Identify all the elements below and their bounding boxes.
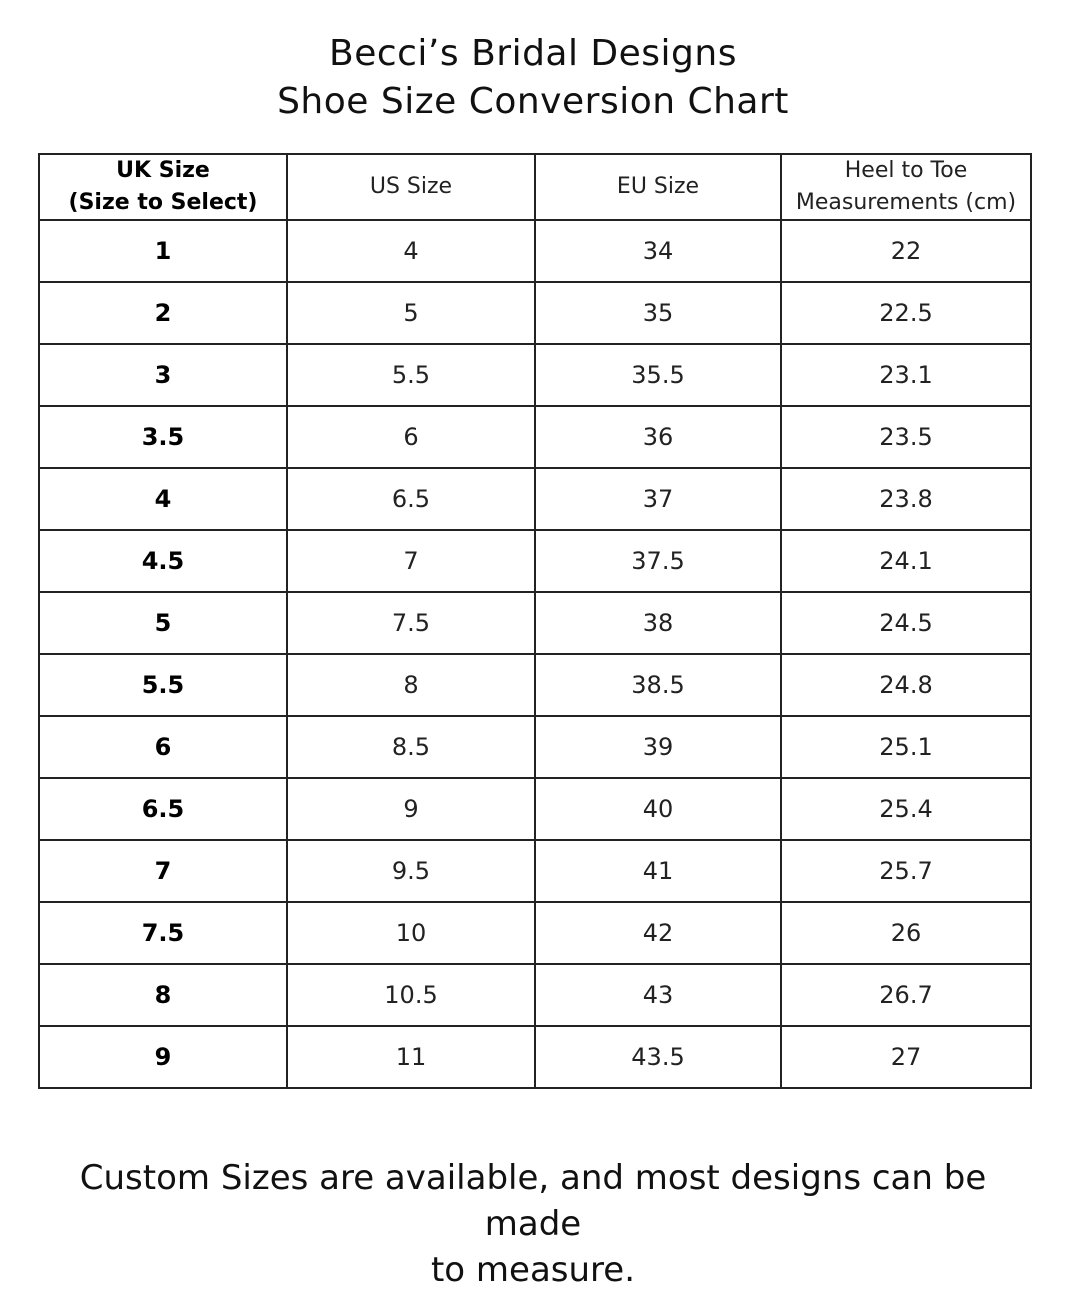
cell-us: 6 — [287, 406, 535, 468]
cell-us: 6.5 — [287, 468, 535, 530]
cell-cm: 23.1 — [781, 344, 1031, 406]
cell-uk: 8 — [39, 964, 287, 1026]
cell-us: 11 — [287, 1026, 535, 1088]
cell-cm: 27 — [781, 1026, 1031, 1088]
custom-sizes-note — [40, 1155, 1026, 1293]
header-uk-size-line1: UK Size — [116, 158, 210, 183]
cell-uk: 7.5 — [39, 902, 287, 964]
header-heel-to-toe — [781, 154, 1031, 220]
header-uk-size-line2: (Size to Select) — [68, 190, 258, 215]
header-heel-line1: Heel to Toe — [844, 158, 968, 183]
cell-uk: 3 — [39, 344, 287, 406]
cell-eu: 38.5 — [535, 654, 781, 716]
cell-uk: 2 — [39, 282, 287, 344]
cell-eu: 43 — [535, 964, 781, 1026]
table-row — [39, 220, 1031, 282]
table-row — [39, 902, 1031, 964]
cell-eu: 40 — [535, 778, 781, 840]
cell-uk: 7 — [39, 840, 287, 902]
chart-name: Shoe Size Conversion Chart — [277, 81, 789, 122]
cell-cm: 26.7 — [781, 964, 1031, 1026]
custom-sizes-note-line1: Custom Sizes are available, and most designs can be made — [79, 1158, 987, 1244]
table-header-row — [39, 154, 1031, 220]
table-row — [39, 778, 1031, 840]
cell-cm: 26 — [781, 902, 1031, 964]
cell-us: 7 — [287, 530, 535, 592]
cell-us: 5 — [287, 282, 535, 344]
cell-uk: 9 — [39, 1026, 287, 1088]
cell-us: 9.5 — [287, 840, 535, 902]
chart-title — [0, 30, 1066, 126]
cell-cm: 22 — [781, 220, 1031, 282]
cell-eu: 37.5 — [535, 530, 781, 592]
header-uk-size — [39, 154, 287, 220]
table-row — [39, 530, 1031, 592]
table-row — [39, 344, 1031, 406]
cell-uk: 4 — [39, 468, 287, 530]
cell-uk: 6 — [39, 716, 287, 778]
cell-cm: 25.1 — [781, 716, 1031, 778]
cell-eu: 42 — [535, 902, 781, 964]
cell-eu: 38 — [535, 592, 781, 654]
table-row — [39, 592, 1031, 654]
table-row — [39, 468, 1031, 530]
cell-uk: 5.5 — [39, 654, 287, 716]
cell-us: 5.5 — [287, 344, 535, 406]
table-row — [39, 716, 1031, 778]
cell-eu: 35.5 — [535, 344, 781, 406]
cell-uk: 6.5 — [39, 778, 287, 840]
table-row — [39, 406, 1031, 468]
cell-eu: 34 — [535, 220, 781, 282]
table-row — [39, 840, 1031, 902]
cell-eu: 41 — [535, 840, 781, 902]
cell-cm: 25.7 — [781, 840, 1031, 902]
cell-cm: 24.1 — [781, 530, 1031, 592]
table-row — [39, 654, 1031, 716]
cell-us: 10.5 — [287, 964, 535, 1026]
table-row — [39, 1026, 1031, 1088]
table-row — [39, 964, 1031, 1026]
cell-us: 10 — [287, 902, 535, 964]
cell-us: 8.5 — [287, 716, 535, 778]
cell-uk: 1 — [39, 220, 287, 282]
cell-eu: 35 — [535, 282, 781, 344]
cell-us: 8 — [287, 654, 535, 716]
cell-cm: 24.5 — [781, 592, 1031, 654]
cell-cm: 25.4 — [781, 778, 1031, 840]
cell-uk: 5 — [39, 592, 287, 654]
cell-cm: 24.8 — [781, 654, 1031, 716]
brand-name: Becci’s Bridal Designs — [329, 33, 737, 74]
header-heel-line2: Measurements (cm) — [795, 190, 1017, 215]
cell-cm: 23.5 — [781, 406, 1031, 468]
cell-us: 4 — [287, 220, 535, 282]
cell-us: 7.5 — [287, 592, 535, 654]
cell-eu: 36 — [535, 406, 781, 468]
cell-cm: 23.8 — [781, 468, 1031, 530]
cell-us: 9 — [287, 778, 535, 840]
cell-uk: 3.5 — [39, 406, 287, 468]
table-row — [39, 282, 1031, 344]
cell-eu: 39 — [535, 716, 781, 778]
cell-eu: 43.5 — [535, 1026, 781, 1088]
cell-uk: 4.5 — [39, 530, 287, 592]
cell-eu: 37 — [535, 468, 781, 530]
header-us-size: US Size — [287, 154, 535, 220]
custom-sizes-note-line2: to measure. — [430, 1250, 636, 1290]
cell-cm: 22.5 — [781, 282, 1031, 344]
size-conversion-table — [38, 153, 1032, 1089]
header-eu-size: EU Size — [535, 154, 781, 220]
